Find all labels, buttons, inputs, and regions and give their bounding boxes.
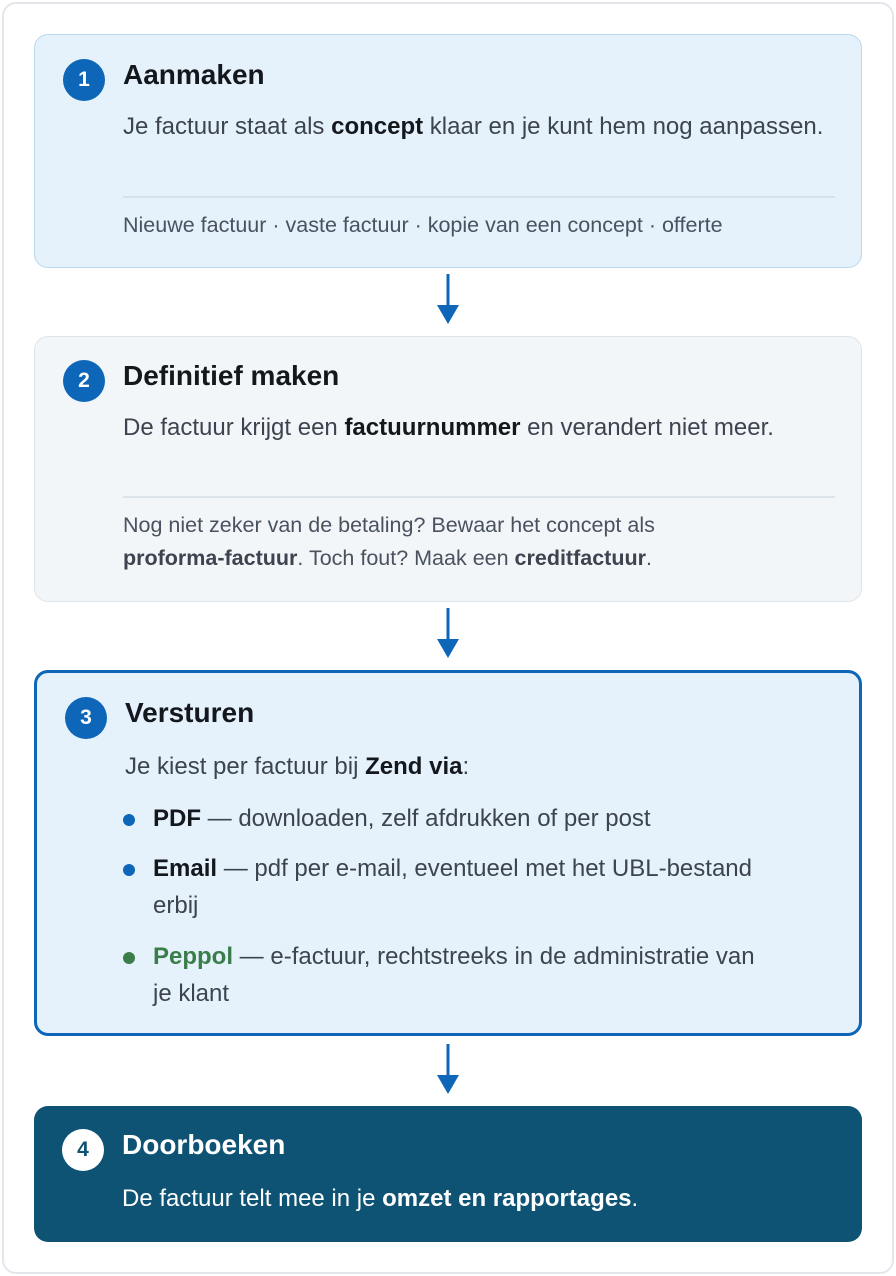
arrow-down-icon	[436, 274, 460, 326]
step-card-doorboeken	[34, 1106, 862, 1242]
step-number-badge: 1	[63, 59, 105, 101]
step-note: Nieuwe factuur · vaste factuur · kopie van een concept · offerte	[123, 213, 723, 237]
bullet-dot-icon	[123, 814, 135, 826]
step-title: Aanmaken	[123, 59, 265, 90]
emphasis-proforma: proforma-factuur	[123, 546, 298, 570]
step-description: De factuur telt mee in je omzet en rapportages.	[122, 1185, 639, 1212]
step-title: Versturen	[125, 697, 255, 728]
option-name: Email	[153, 855, 218, 882]
list-item-pdf: PDF — downloaden, zelf afdrukken of per post	[123, 800, 823, 837]
step-description: Je kiest per factuur bij Zend via:	[125, 753, 470, 780]
step-note: Nog niet zeker van de betaling? Bewaar het concept als proforma-factuur. Toch fout? Maak een creditfactuur.	[123, 513, 655, 570]
option-name: Peppol	[153, 943, 234, 970]
step-number-badge: 3	[65, 697, 107, 739]
list-item-email: Email — pdf per e-mail, eventueel met het UBL-bestand erbij	[123, 850, 823, 924]
bullet-dot-icon	[123, 864, 135, 876]
step-title: Definitief maken	[123, 360, 340, 391]
arrow-down-icon	[436, 608, 460, 660]
bullet-dot-icon	[123, 952, 135, 964]
emphasis-concept: concept	[331, 113, 424, 140]
divider	[123, 496, 835, 498]
step-title: Doorboeken	[122, 1129, 286, 1160]
step-description: De factuur krijgt een factuurnummer en verandert niet meer.	[123, 414, 774, 441]
emphasis-zend-via: Zend via	[365, 753, 463, 780]
list-item-peppol: Peppol — e-factuur, rechtstreeks in de administratie van je klant	[123, 938, 823, 1012]
step-number-badge: 2	[63, 360, 105, 402]
step-number-badge: 4	[62, 1129, 104, 1171]
option-name: PDF	[153, 805, 201, 832]
step-card-definitief-maken	[34, 336, 862, 602]
emphasis-omzet: omzet en rapportages	[382, 1185, 632, 1212]
arrow-down-icon	[436, 1044, 460, 1096]
divider	[123, 196, 835, 198]
emphasis-creditfactuur: creditfactuur	[514, 546, 646, 570]
step-card-versturen	[34, 670, 862, 1036]
emphasis-factuurnummer: factuurnummer	[344, 414, 521, 441]
step-card-aanmaken	[34, 34, 862, 268]
step-description: Je factuur staat als concept klaar en je kunt hem nog aanpassen.	[123, 113, 824, 140]
